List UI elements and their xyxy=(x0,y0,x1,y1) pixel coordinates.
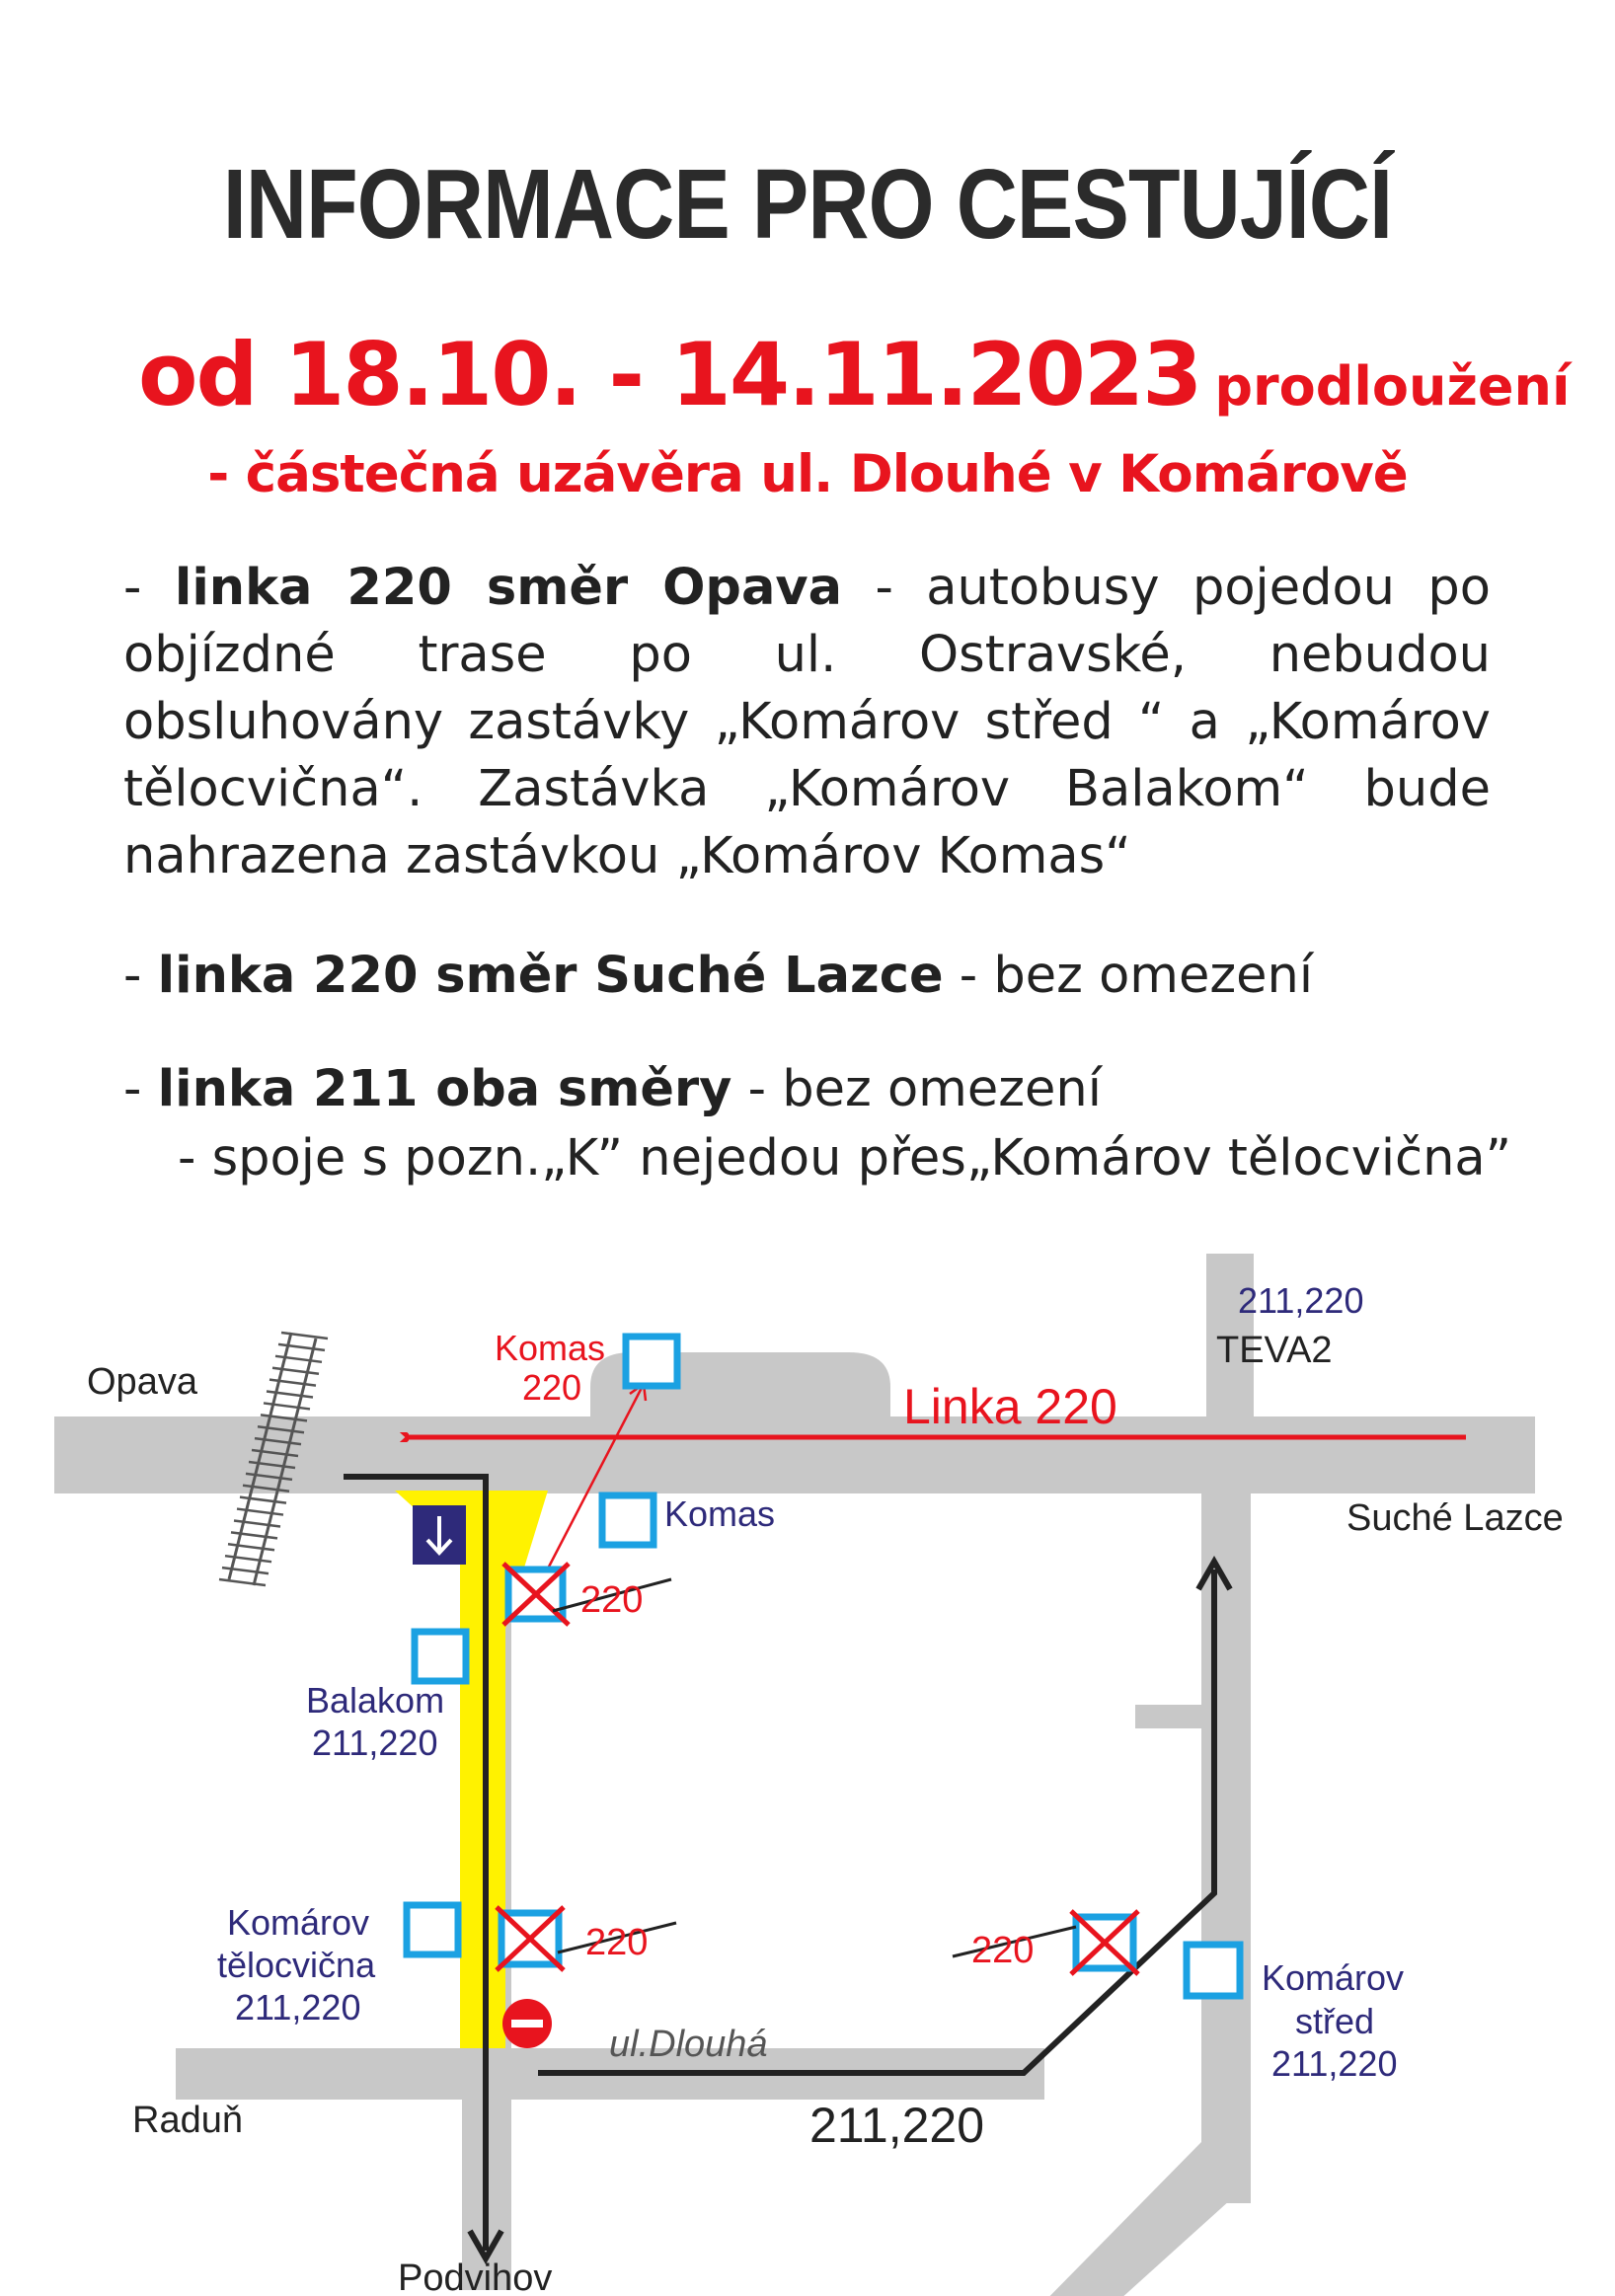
label-komas: Komas xyxy=(664,1493,776,1534)
label-street: ul.Dlouhá xyxy=(609,2024,768,2065)
railway-tie xyxy=(269,1380,316,1386)
page-title: INFORMACE PRO CESTUJÍCÍ xyxy=(222,149,1393,260)
label-telocvicna-1: Komárov xyxy=(227,1902,370,1943)
railway-tie xyxy=(219,1579,266,1585)
notice-line211: - linka 211 oba směry - bez omezení xyxy=(123,1060,1102,1118)
notice-line220-lazce-text: - bez omezení xyxy=(943,947,1313,1005)
railway-tie xyxy=(231,1532,277,1538)
railway-tie xyxy=(234,1520,280,1526)
notice-line211-note: - spoje s pozn.„K” nejedou přes„Komárov tělocvična” xyxy=(178,1129,1512,1187)
label-teva2: TEVA2 xyxy=(1216,1330,1333,1371)
date-range: od 18.10. - 14.11.2023 xyxy=(138,324,1201,425)
route-211-220-bottom xyxy=(538,1569,1214,2073)
railway-tie xyxy=(264,1403,310,1409)
stop-komas xyxy=(602,1495,654,1545)
right-vertical-road xyxy=(1201,1491,1251,2203)
railway-tie xyxy=(281,1333,328,1339)
label-radun: Raduň xyxy=(132,2100,243,2141)
notice-line220-lazce: - linka 220 směr Suché Lazce - bez omezení xyxy=(123,947,1313,1005)
strike-lines xyxy=(553,1579,1076,1956)
label-cancelled-3: 220 xyxy=(971,1930,1035,1971)
closure-subtitle: - částečná uzávěra ul. Dlouhé v Komárově xyxy=(207,444,1408,504)
label-podvihov: Podvihov xyxy=(398,2258,553,2296)
railway-tie xyxy=(240,1497,286,1503)
railway-tie xyxy=(275,1356,322,1362)
label-stred-2: střed xyxy=(1295,2001,1375,2041)
label-stred-lines: 211,220 xyxy=(1271,2043,1398,2084)
date-line xyxy=(138,324,1570,425)
stop-telocvicna xyxy=(407,1905,458,1954)
detour-map xyxy=(0,1254,1615,2296)
notice-line220-opava-text: - autobusy pojedou po objízdné trase po ul. Ostravské, nebudou obsluhovány zastávky „Komárov střed “ a „Komárov tělocvična“. Zastávka „Komárov Balakom“ bude nahrazena zastávkou „Komárov Komas“ xyxy=(123,559,1491,885)
label-suche-lazce: Suché Lazce xyxy=(1346,1497,1564,1539)
railway-tie xyxy=(225,1556,271,1562)
railway-tie xyxy=(272,1368,319,1374)
notice-line220-opava: - linka 220 směr Opava - autobusy pojedou po objízdné trase po ul. Ostravské, nebudou obsluhovány zastávky „Komárov střed “ a „Komárov tělocvična“. Zastávka „Komárov Balakom“ bude nahrazena zastávkou „Komárov Komas“ xyxy=(123,559,1491,885)
railway-tie xyxy=(278,1344,325,1350)
stop-stred xyxy=(1187,1945,1240,1996)
no-entry-bar xyxy=(511,2020,543,2028)
label-route-lines: 211,220 xyxy=(809,2098,985,2153)
notice-line211-heading: linka 211 oba směry xyxy=(157,1060,732,1118)
label-balakom: Balakom xyxy=(306,1680,445,1721)
label-teva2-lines: 211,220 xyxy=(1238,1280,1364,1321)
notice-line220-opava-heading: linka 220 směr Opava xyxy=(174,559,843,617)
stop-komas-temp xyxy=(626,1337,677,1386)
cancel-cross-icons xyxy=(497,1564,1138,1974)
railway-tie xyxy=(228,1544,274,1550)
label-linka-220: Linka 220 xyxy=(903,1379,1117,1434)
label-telocvicna-lines: 211,220 xyxy=(235,1987,361,2028)
label-cancelled-2: 220 xyxy=(585,1922,649,1963)
stop-balakom xyxy=(415,1632,466,1681)
label-balakom-lines: 211,220 xyxy=(312,1722,438,1763)
notice-line211-text: - bez omezení xyxy=(731,1060,1102,1118)
railway-tie xyxy=(237,1509,283,1515)
date-note: prodloužení xyxy=(1214,355,1571,418)
notice-line220-lazce-heading: linka 220 směr Suché Lazce xyxy=(157,947,944,1005)
label-telocvicna-2: tělocvična xyxy=(217,1945,376,1985)
diagonal-road xyxy=(987,2142,1251,2296)
railway-tie xyxy=(267,1392,313,1398)
label-komas-temp-lines: 220 xyxy=(522,1367,582,1408)
label-opava: Opava xyxy=(87,1361,197,1403)
label-cancelled-1: 220 xyxy=(580,1579,644,1621)
railway-tie xyxy=(222,1568,269,1573)
label-stred-1: Komárov xyxy=(1262,1957,1405,1998)
label-komas-temp: Komas xyxy=(495,1328,606,1368)
side-road-stub xyxy=(1135,1705,1204,1728)
